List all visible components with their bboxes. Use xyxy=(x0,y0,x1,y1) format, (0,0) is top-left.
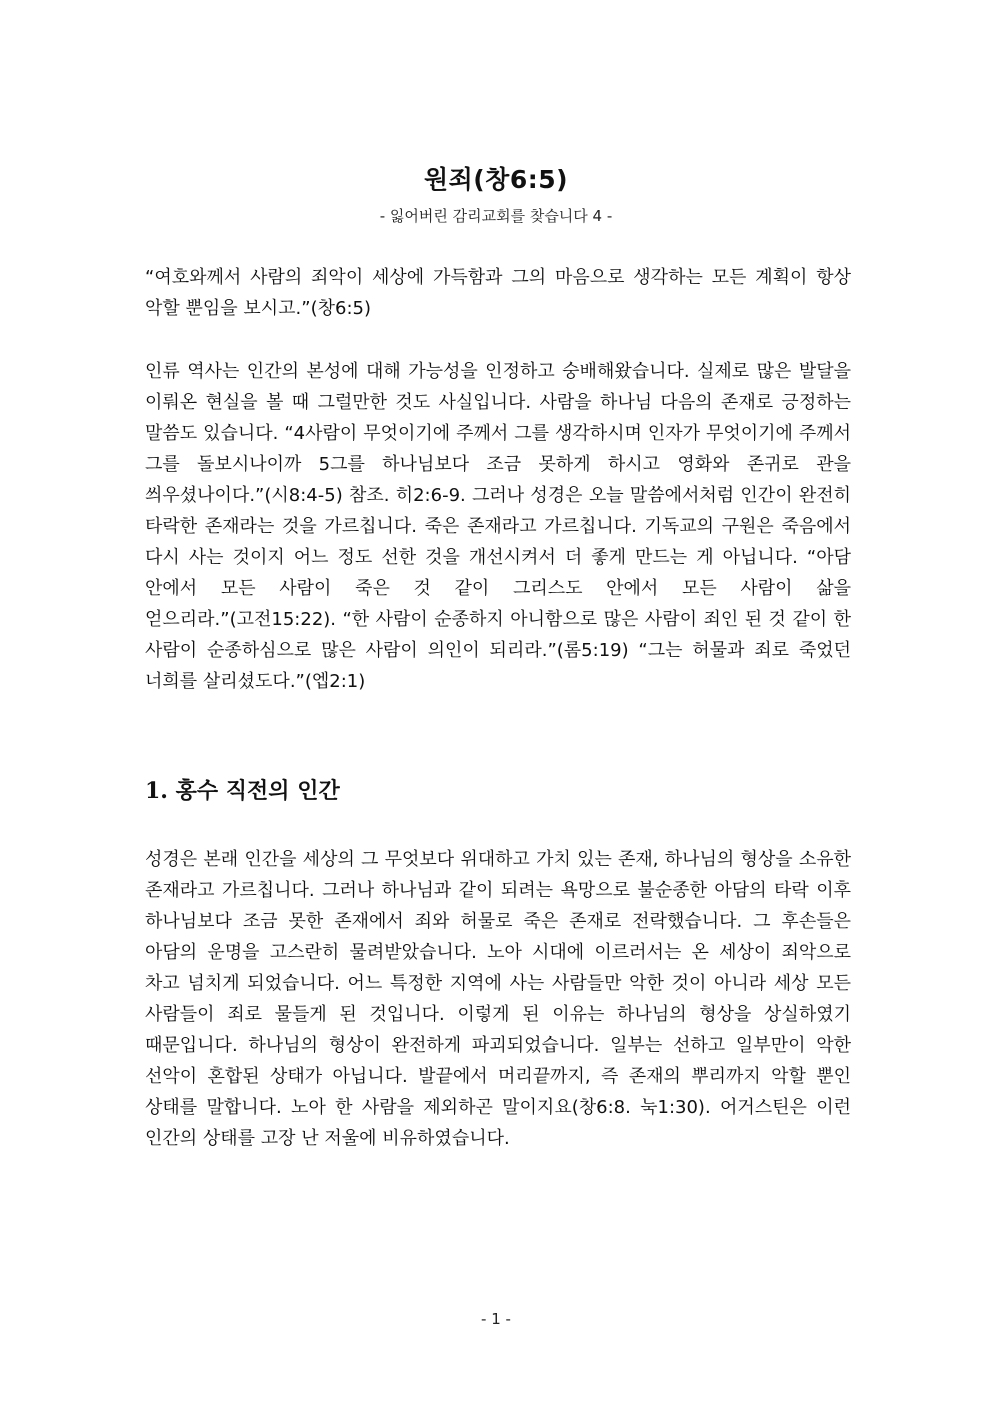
page-subtitle: - 잃어버린 감리교회를 찾습니다 4 - xyxy=(379,207,613,225)
section-paragraph xyxy=(145,844,851,1154)
page-number: - 1 - xyxy=(481,1310,511,1328)
intro-paragraph-text: 인류 역사는 인간의 본성에 대해 가능성을 인정하고 숭배해왔습니다. 실제로 많은 발달을 이뤄온 현실을 볼 때 그럴만한 것도 사실입니다. 사람을 하나님 다음의 존재로 긍정하는 말씀도 있습니다. “4사람이 무엇이기에 주께서 그를 생각하시며 인자가 무엇이기에 주께서 그를 돌보시나이까 5그를 하나님보다 조금 못하게 하시고 영화와 존귀로 관을 씌우셨나이다.”(시8:4-5) 참조. 히2:6-9. 그러나 성경은 오늘 말씀에서처럼 인간이 완전히 타락한 존재라는 것을 가르칩니다. 죽은 존재라고 가르칩니다. 기독교의 구원은 죽음에서 다시 사는 것이지 어느 정도 선한 것을 개선시켜서 더 좋게 만드는 게 아닙니다. “아담 안에서 모든 사람이 죽은 것 같이 그리스도 안에서 모든 사람이 삶을 얻으리라.”(고전15:22). “한 사람이 순종하지 아니함으로 많은 사람이 죄인 된 것 같이 한 사람이 순종하심으로 많은 사람이 의인이 되리라.”(롬5:19) “그는 허물과 죄로 죽었던 너희를 살리셨도다.”(엡2:1) xyxy=(145,361,851,692)
section-heading: 1. 홍수 직전의 인간 xyxy=(145,778,340,804)
intro-paragraph xyxy=(145,356,851,697)
scripture-quote-text: “여호와께서 사람의 죄악이 세상에 가득함과 그의 마음으로 생각하는 모든 계획이 항상 악할 뿐임을 보시고.”(창6:5) xyxy=(145,267,851,319)
page-title: 원죄(창6:5) xyxy=(423,165,569,194)
section-paragraph-text: 성경은 본래 인간을 세상의 그 무엇보다 위대하고 가치 있는 존재, 하나님의 형상을 소유한 존재라고 가르칩니다. 그러나 하나님과 같이 되려는 욕망으로 불순종한 아담의 타락 이후 하나님보다 조금 못한 존재에서 죄와 허물로 죽은 존재로 전락했습니다. 그 후손들은 아담의 운명을 고스란히 물려받았습니다. 노아 시대에 이르러서는 온 세상이 죄악으로 차고 넘치게 되었습니다. 어느 특정한 지역에 사는 사람들만 악한 것이 아니라 세상 모든 사람들이 죄로 물들게 된 것입니다. 이렇게 된 이유는 하나님의 형상을 상실하였기 때문입니다. 하나님의 형상이 완전하게 파괴되었습니다. 일부는 선하고 일부만이 악한 선악이 혼합된 상태가 아닙니다. 발끝에서 머리끝까지, 즉 존재의 뿌리까지 악할 뿐인 상태를 말합니다. 노아 한 사람을 제외하곤 말이지요(창6:8. 눅1:30). 어거스틴은 이런 인간의 상태를 고장 난 저울에 비유하였습니다. xyxy=(145,849,851,1149)
scripture-quote xyxy=(145,262,851,324)
